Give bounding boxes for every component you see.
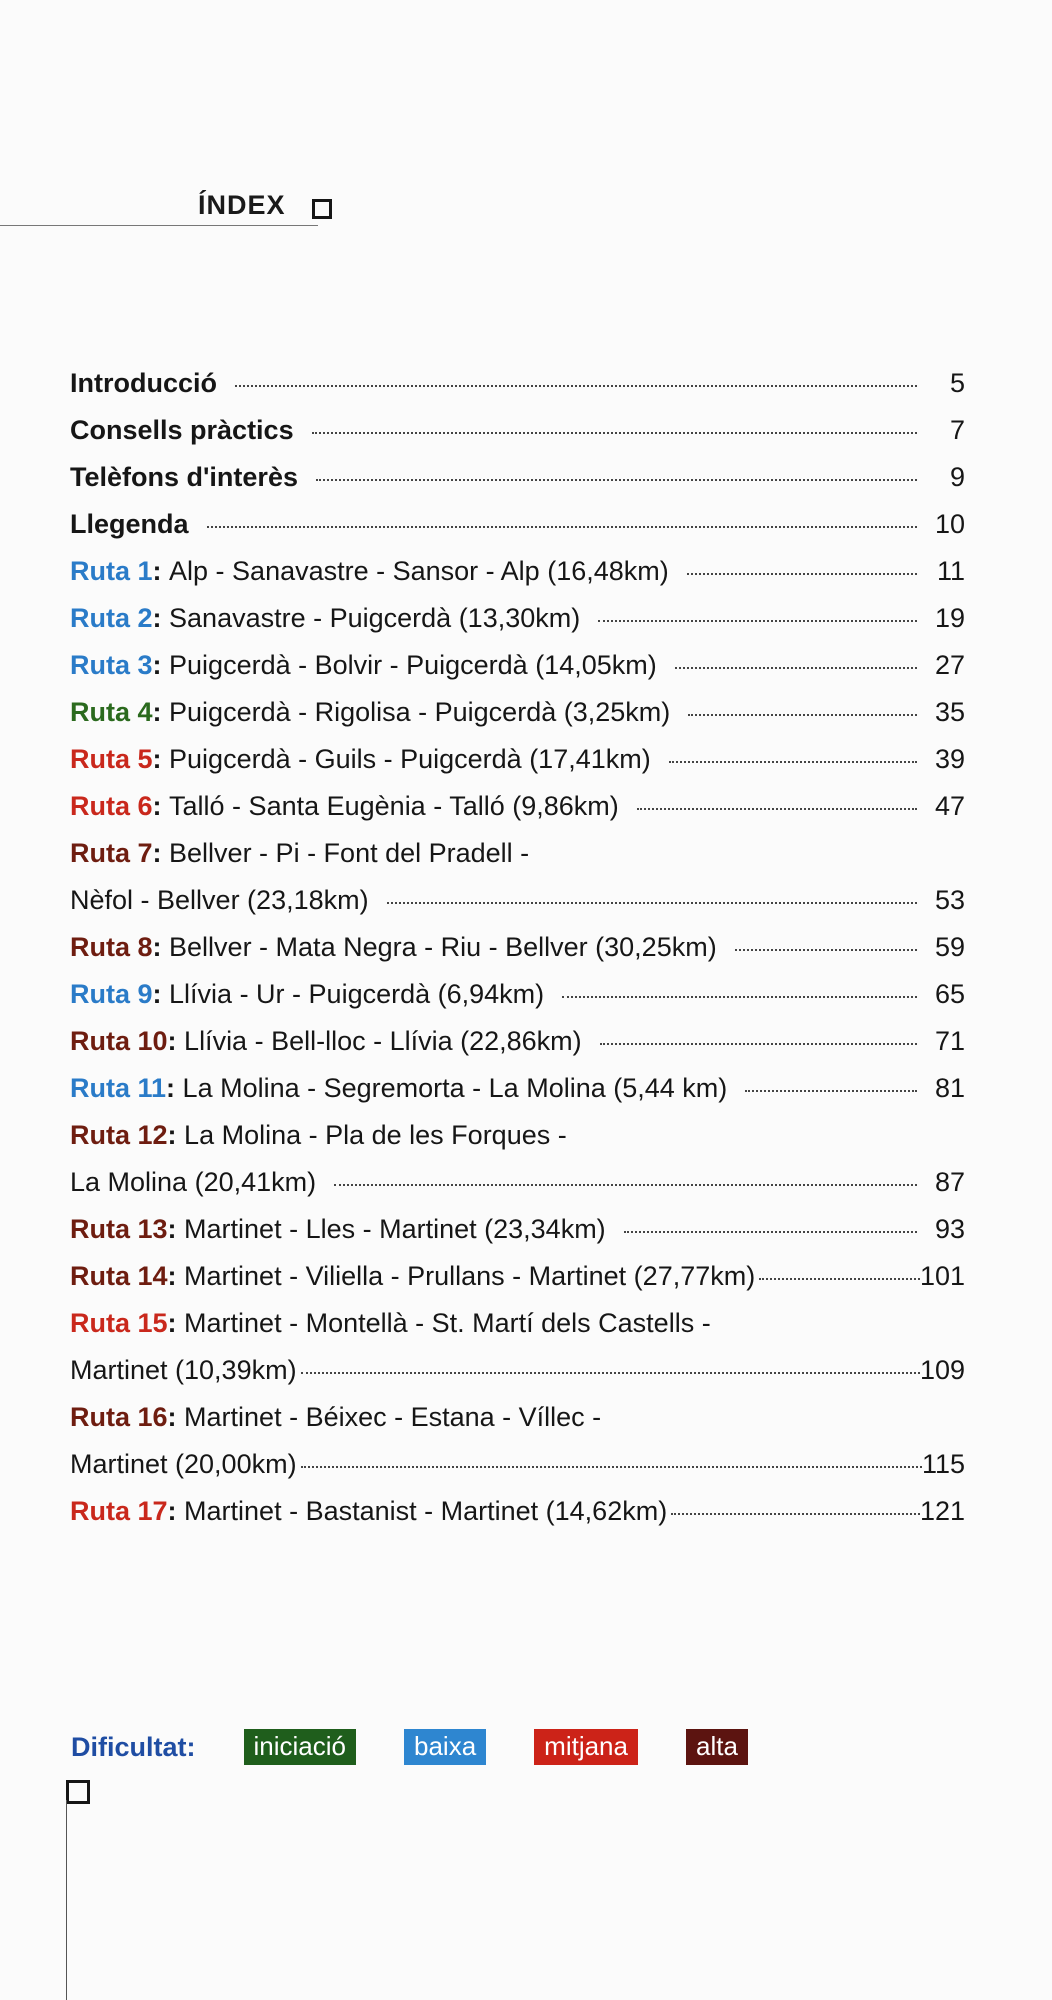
toc-page-number: 109 bbox=[919, 1355, 965, 1385]
toc-entry-title: Telèfons d'interès bbox=[70, 462, 298, 492]
header-rule bbox=[0, 225, 318, 226]
dot-leader bbox=[387, 902, 917, 904]
route-number: Ruta 17 bbox=[70, 1496, 168, 1526]
toc-entry-route-14[interactable] bbox=[70, 1261, 965, 1308]
toc-entry-title: Introducció bbox=[70, 368, 217, 398]
route-title: Puigcerdà - Bolvir - Puigcerdà (14,05km) bbox=[169, 650, 657, 680]
route-title: La Molina - Segremorta - La Molina (5,44 km) bbox=[182, 1073, 728, 1103]
toc-entry-route-15-continued[interactable] bbox=[70, 1355, 965, 1402]
route-colon: : bbox=[167, 1496, 185, 1526]
route-number: Ruta 9 bbox=[70, 979, 153, 1009]
route-title: Martinet - Viliella - Prullans - Martinet (27,77km) bbox=[184, 1261, 756, 1291]
dot-leader bbox=[759, 1278, 920, 1280]
route-title: Martinet (20,00km) bbox=[70, 1449, 297, 1479]
route-title: Martinet - Lles - Martinet (23,34km) bbox=[184, 1214, 606, 1244]
toc-page-number: 19 bbox=[934, 603, 965, 633]
route-colon: : bbox=[167, 1026, 185, 1056]
route-colon: : bbox=[167, 1402, 185, 1432]
toc-entry-title: Consells pràctics bbox=[70, 415, 294, 445]
toc-page-number: 59 bbox=[934, 932, 965, 962]
dot-leader bbox=[637, 808, 917, 810]
toc-page-number: 93 bbox=[934, 1214, 965, 1244]
difficulty-chip-baixa: baixa bbox=[404, 1729, 486, 1765]
route-colon: : bbox=[152, 603, 170, 633]
toc-page-number: 81 bbox=[934, 1073, 965, 1103]
route-title: Sanavastre - Puigcerdà (13,30km) bbox=[169, 603, 581, 633]
toc-entry-route-10[interactable] bbox=[70, 1026, 965, 1073]
toc-page-number: 27 bbox=[934, 650, 965, 680]
route-title: Talló - Santa Eugènia - Talló (9,86km) bbox=[169, 791, 619, 821]
route-number: Ruta 13 bbox=[70, 1214, 168, 1244]
dot-leader bbox=[669, 761, 917, 763]
route-colon: : bbox=[166, 1073, 183, 1103]
route-title: Puigcerdà - Rigolisa - Puigcerdà (3,25km) bbox=[169, 697, 671, 727]
toc-page-number: 47 bbox=[934, 791, 965, 821]
route-title: Nèfol - Bellver (23,18km) bbox=[70, 885, 369, 915]
difficulty-chip-alta: alta bbox=[686, 1729, 748, 1765]
route-number: Ruta 3 bbox=[70, 650, 153, 680]
route-colon: : bbox=[152, 838, 170, 868]
toc-entry-route-12-continued[interactable] bbox=[70, 1167, 965, 1214]
toc-page-number: 87 bbox=[934, 1167, 965, 1197]
route-title: Llívia - Bell-lloc - Llívia (22,86km) bbox=[184, 1026, 582, 1056]
dot-leader bbox=[598, 620, 917, 622]
route-number: Ruta 16 bbox=[70, 1402, 168, 1432]
toc-entry-title: Llegenda bbox=[70, 509, 189, 539]
route-colon: : bbox=[152, 556, 170, 586]
dot-leader bbox=[745, 1090, 917, 1092]
toc-entry-route-1[interactable] bbox=[70, 556, 965, 603]
dot-leader bbox=[671, 1513, 920, 1515]
toc-page-number: 35 bbox=[934, 697, 965, 727]
corner-square-icon bbox=[66, 1780, 90, 1804]
toc-entry-route-12[interactable] bbox=[70, 1120, 965, 1167]
toc-entry-llegenda[interactable] bbox=[70, 509, 965, 556]
route-title: La Molina - Pla de les Forques - bbox=[184, 1120, 567, 1150]
corner-rule bbox=[66, 1800, 67, 2000]
route-title: Alp - Sanavastre - Sansor - Alp (16,48km) bbox=[169, 556, 669, 586]
difficulty-legend bbox=[71, 1729, 796, 1765]
toc-entry-route-16[interactable] bbox=[70, 1402, 965, 1449]
toc-entry-route-15[interactable] bbox=[70, 1308, 965, 1355]
route-colon: : bbox=[167, 1308, 185, 1338]
toc-page-number: 9 bbox=[949, 462, 965, 492]
dot-leader bbox=[334, 1184, 917, 1186]
toc-page-number: 39 bbox=[934, 744, 965, 774]
route-number: Ruta 12 bbox=[70, 1120, 168, 1150]
dot-leader bbox=[688, 714, 917, 716]
difficulty-chip-mitjana: mitjana bbox=[534, 1729, 638, 1765]
route-number: Ruta 2 bbox=[70, 603, 153, 633]
route-colon: : bbox=[152, 932, 170, 962]
route-title: Martinet - Béixec - Estana - Víllec - bbox=[184, 1402, 602, 1432]
route-number: Ruta 15 bbox=[70, 1308, 168, 1338]
dot-leader bbox=[675, 667, 917, 669]
difficulty-label: Dificultat: bbox=[71, 1731, 196, 1762]
route-title: Martinet - Bastanist - Martinet (14,62km) bbox=[184, 1496, 668, 1526]
toc-page-number: 65 bbox=[934, 979, 965, 1009]
page-title: ÍNDEX bbox=[198, 190, 286, 220]
index-square-icon bbox=[312, 199, 332, 219]
toc-page-number: 5 bbox=[949, 368, 965, 398]
toc-page-number: 121 bbox=[919, 1496, 965, 1526]
toc-entry-route-9[interactable] bbox=[70, 979, 965, 1026]
toc-page-number: 101 bbox=[919, 1261, 965, 1291]
toc-entry-consells[interactable] bbox=[70, 415, 965, 462]
toc-entry-route-6[interactable] bbox=[70, 791, 965, 838]
dot-leader bbox=[207, 526, 917, 528]
route-number: Ruta 7 bbox=[70, 838, 153, 868]
dot-leader bbox=[600, 1043, 917, 1045]
route-number: Ruta 10 bbox=[70, 1026, 168, 1056]
route-title: Martinet (10,39km) bbox=[70, 1355, 297, 1385]
route-title: La Molina (20,41km) bbox=[70, 1167, 317, 1197]
table-of-contents bbox=[70, 368, 965, 1543]
toc-page-number: 115 bbox=[921, 1449, 965, 1479]
toc-entry-route-8[interactable] bbox=[70, 932, 965, 979]
toc-entry-telefons[interactable] bbox=[70, 462, 965, 509]
dot-leader bbox=[301, 1466, 922, 1468]
toc-entry-introduccio[interactable] bbox=[70, 368, 965, 415]
route-title: Puigcerdà - Guils - Puigcerdà (17,41km) bbox=[169, 744, 651, 774]
route-colon: : bbox=[167, 1214, 185, 1244]
dot-leader bbox=[624, 1231, 917, 1233]
dot-leader bbox=[735, 949, 917, 951]
dot-leader bbox=[312, 432, 917, 434]
dot-leader bbox=[301, 1372, 920, 1374]
route-number: Ruta 8 bbox=[70, 932, 153, 962]
toc-entry-route-4[interactable] bbox=[70, 697, 965, 744]
dot-leader bbox=[687, 573, 917, 575]
dot-leader bbox=[316, 479, 917, 481]
route-title: Llívia - Ur - Puigcerdà (6,94km) bbox=[169, 979, 545, 1009]
route-number: Ruta 4 bbox=[70, 697, 153, 727]
dot-leader bbox=[235, 385, 917, 387]
route-number: Ruta 14 bbox=[70, 1261, 168, 1291]
route-title: Bellver - Pi - Font del Pradell - bbox=[169, 838, 530, 868]
toc-page-number: 71 bbox=[934, 1026, 965, 1056]
toc-entry-route-16-continued[interactable] bbox=[70, 1449, 965, 1496]
route-title: Bellver - Mata Negra - Riu - Bellver (30,25km) bbox=[169, 932, 717, 962]
difficulty-chip-iniciacio: iniciació bbox=[244, 1729, 357, 1765]
route-colon: : bbox=[152, 650, 170, 680]
route-colon: : bbox=[152, 791, 170, 821]
toc-entry-route-7-continued[interactable] bbox=[70, 885, 965, 932]
toc-entry-route-7[interactable] bbox=[70, 838, 965, 885]
toc-page-number: 7 bbox=[949, 415, 965, 445]
route-colon: : bbox=[167, 1261, 185, 1291]
route-number: Ruta 6 bbox=[70, 791, 153, 821]
toc-page-number: 11 bbox=[936, 556, 965, 586]
dot-leader bbox=[562, 996, 917, 998]
route-title: Martinet - Montellà - St. Martí dels Castells - bbox=[184, 1308, 711, 1338]
toc-entry-route-13[interactable] bbox=[70, 1214, 965, 1261]
route-number: Ruta 1 bbox=[70, 556, 153, 586]
toc-entry-route-5[interactable] bbox=[70, 744, 965, 791]
route-colon: : bbox=[152, 979, 170, 1009]
route-colon: : bbox=[152, 744, 170, 774]
route-number: Ruta 5 bbox=[70, 744, 153, 774]
toc-entry-route-17[interactable] bbox=[70, 1496, 965, 1543]
toc-page-number: 10 bbox=[934, 509, 965, 539]
toc-entry-route-11[interactable] bbox=[70, 1073, 965, 1120]
toc-page-number: 53 bbox=[934, 885, 965, 915]
route-colon: : bbox=[167, 1120, 185, 1150]
route-colon: : bbox=[152, 697, 170, 727]
route-number: Ruta 11 bbox=[70, 1073, 167, 1103]
toc-entry-route-2[interactable] bbox=[70, 603, 965, 650]
toc-entry-route-3[interactable] bbox=[70, 650, 965, 697]
